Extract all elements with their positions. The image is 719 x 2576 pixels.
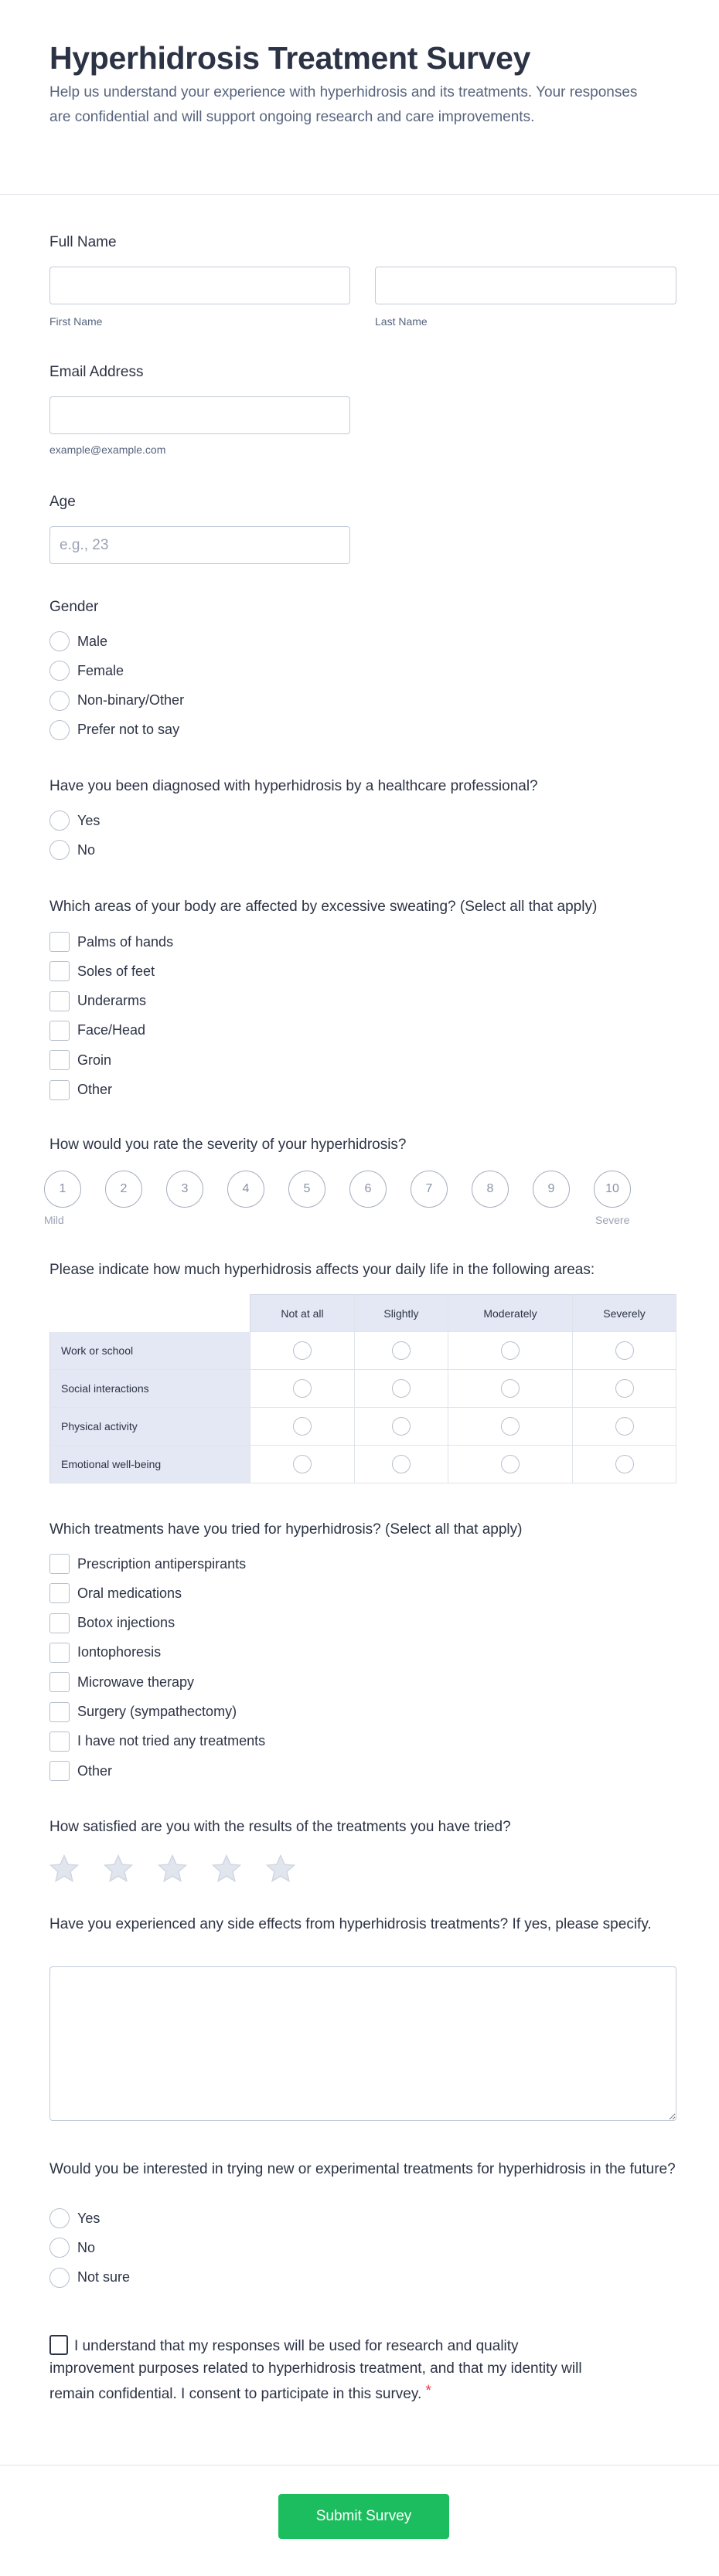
option-label: Oral medications xyxy=(77,1585,182,1601)
matrix-cell xyxy=(573,1446,676,1483)
checkbox[interactable] xyxy=(49,1613,70,1633)
checkbox[interactable] xyxy=(49,1731,70,1752)
checkbox[interactable] xyxy=(49,1080,70,1100)
treatments-option[interactable] xyxy=(49,1760,112,1782)
first-name-hint: First Name xyxy=(49,315,103,328)
last-name-hint: Last Name xyxy=(375,315,428,328)
radio-button[interactable] xyxy=(392,1341,411,1360)
first-name-input[interactable] xyxy=(49,267,350,304)
star-icon[interactable] xyxy=(210,1853,243,1885)
age-placeholder: e.g., 23 xyxy=(60,537,109,553)
checkbox[interactable] xyxy=(49,991,70,1011)
matrix-label: Please indicate how much hyperhidrosis affects your daily life in the following areas: xyxy=(49,1262,595,1278)
severity-option[interactable]: 6 xyxy=(349,1171,387,1208)
consent-text: I understand that my responses will be used for research and quality improvement purposes related to hyperhidrosis treatment, and that my identity will remain confidential. I consent to participate in this survey. xyxy=(49,2338,582,2402)
checkbox[interactable] xyxy=(49,961,70,981)
side-effects-textarea[interactable] xyxy=(49,1966,676,2121)
severity-min-label: Mild xyxy=(44,1214,64,1226)
radio-button[interactable] xyxy=(49,720,70,740)
treatments-option[interactable] xyxy=(49,1642,161,1664)
consent-field xyxy=(49,2335,583,2405)
radio-button[interactable] xyxy=(615,1341,634,1360)
severity-option[interactable]: 4 xyxy=(227,1171,264,1208)
matrix-row-label: Physical activity xyxy=(49,1408,250,1446)
diagnosed-option[interactable] xyxy=(49,839,95,861)
checkbox[interactable] xyxy=(49,1021,70,1041)
email-label: Email Address xyxy=(49,364,144,380)
radio-button[interactable] xyxy=(49,661,70,681)
matrix-cell xyxy=(573,1332,676,1370)
matrix-cell xyxy=(250,1370,355,1408)
areas-option[interactable] xyxy=(49,1020,145,1042)
radio-button[interactable] xyxy=(501,1341,520,1360)
radio-button[interactable] xyxy=(501,1417,520,1436)
treatments-option[interactable] xyxy=(49,1613,175,1634)
matrix-cell xyxy=(573,1408,676,1446)
radio-button[interactable] xyxy=(392,1455,411,1473)
matrix-row xyxy=(49,1446,676,1483)
severity-option[interactable]: 9 xyxy=(533,1171,570,1208)
matrix-cell xyxy=(573,1370,676,1408)
severity-option[interactable]: 8 xyxy=(472,1171,509,1208)
radio-button[interactable] xyxy=(615,1379,634,1398)
age-input[interactable] xyxy=(49,526,350,564)
matrix-cell xyxy=(448,1408,573,1446)
option-label: Other xyxy=(77,1762,113,1779)
email-input[interactable] xyxy=(49,396,350,434)
option-label: Female xyxy=(77,662,124,678)
severity-option[interactable]: 3 xyxy=(166,1171,203,1208)
option-label: Groin xyxy=(77,1052,112,1068)
matrix-row xyxy=(49,1370,676,1408)
option-label: Face/Head xyxy=(77,1022,146,1038)
areas-option[interactable] xyxy=(49,931,173,953)
diagnosed-option[interactable] xyxy=(49,810,100,831)
matrix-cell xyxy=(355,1332,448,1370)
treatments-option[interactable] xyxy=(49,1701,237,1723)
radio-button[interactable] xyxy=(49,691,70,711)
divider xyxy=(0,194,719,195)
radio-button[interactable] xyxy=(49,2268,70,2288)
matrix-cell xyxy=(355,1446,448,1483)
radio-button[interactable] xyxy=(49,2208,70,2228)
areas-option[interactable] xyxy=(49,960,155,982)
future-label: Would you be interested in trying new or experimental treatments for hyperhidrosis in the future? xyxy=(49,2161,676,2177)
radio-button[interactable] xyxy=(392,1417,411,1436)
option-label: Iontophoresis xyxy=(77,1644,162,1660)
matrix-cell xyxy=(250,1408,355,1446)
radio-button[interactable] xyxy=(293,1417,312,1436)
matrix-cell xyxy=(355,1370,448,1408)
email-hint: example@example.com xyxy=(49,443,166,456)
radio-button[interactable] xyxy=(501,1455,520,1473)
matrix-row xyxy=(49,1332,676,1370)
severity-option[interactable]: 10 xyxy=(594,1171,631,1208)
radio-button[interactable] xyxy=(293,1341,312,1360)
option-label: Non-binary/Other xyxy=(77,692,185,709)
areas-option[interactable] xyxy=(49,991,146,1012)
satisfaction-label: How satisfied are you with the results of the treatments you have tried? xyxy=(49,1819,511,1835)
radio-button[interactable] xyxy=(293,1379,312,1398)
radio-button[interactable] xyxy=(49,840,70,860)
side-effects-label: Have you experienced any side effects from hyperhidrosis treatments? If yes, please specify. xyxy=(49,1916,652,1932)
radio-button[interactable] xyxy=(293,1455,312,1473)
matrix-col-header: Severely xyxy=(573,1294,676,1332)
severity-label: How would you rate the severity of your hyperhidrosis? xyxy=(49,1137,407,1153)
option-label: Male xyxy=(77,633,108,649)
matrix-cell xyxy=(448,1332,573,1370)
treatments-option[interactable] xyxy=(49,1582,182,1604)
daily-life-matrix xyxy=(49,1294,676,1483)
star-icon[interactable] xyxy=(48,1853,80,1885)
severity-option[interactable]: 5 xyxy=(288,1171,325,1208)
checkbox[interactable] xyxy=(49,1761,70,1781)
matrix-cell xyxy=(448,1370,573,1408)
severity-option[interactable]: 7 xyxy=(411,1171,448,1208)
option-label: Prescription antiperspirants xyxy=(77,1555,247,1572)
full-name-label: Full Name xyxy=(49,234,117,250)
checkbox[interactable] xyxy=(49,932,70,952)
future-option[interactable] xyxy=(49,2267,130,2289)
option-label: I have not tried any treatments xyxy=(77,1733,266,1749)
radio-button[interactable] xyxy=(615,1455,634,1473)
treatments-option[interactable] xyxy=(49,1731,265,1752)
matrix-row-label: Social interactions xyxy=(49,1370,250,1408)
severity-option[interactable]: 2 xyxy=(105,1171,142,1208)
treatments-label: Which treatments have you tried for hyperhidrosis? (Select all that apply) xyxy=(49,1521,523,1538)
gender-option[interactable] xyxy=(49,660,124,681)
last-name-input[interactable] xyxy=(375,267,676,304)
option-label: Microwave therapy xyxy=(77,1674,195,1690)
option-label: Not sure xyxy=(77,2269,131,2285)
star-icon[interactable] xyxy=(102,1853,135,1885)
radio-button[interactable] xyxy=(615,1417,634,1436)
matrix-cell xyxy=(250,1332,355,1370)
areas-option[interactable] xyxy=(49,1049,111,1071)
areas-option[interactable] xyxy=(49,1079,112,1101)
option-label: No xyxy=(77,841,96,858)
submit-button[interactable]: Submit Survey xyxy=(278,2494,449,2539)
matrix-cell xyxy=(448,1446,573,1483)
checkbox[interactable] xyxy=(49,1554,70,1574)
gender-option[interactable] xyxy=(49,630,107,652)
option-label: Yes xyxy=(77,812,101,828)
areas-label: Which areas of your body are affected by excessive sweating? (Select all that apply) xyxy=(49,899,598,915)
option-label: Botox injections xyxy=(77,1615,175,1631)
option-label: Other xyxy=(77,1082,113,1097)
matrix-row-label: Emotional well-being xyxy=(49,1446,250,1483)
option-label: Prefer not to say xyxy=(77,722,180,738)
radio-button[interactable] xyxy=(501,1379,520,1398)
matrix-corner xyxy=(49,1294,250,1332)
page-title: Hyperhidrosis Treatment Survey xyxy=(49,40,531,76)
checkbox[interactable] xyxy=(49,1672,70,1692)
radio-button[interactable] xyxy=(49,2238,70,2258)
severity-max-label: Severe xyxy=(595,1214,630,1226)
divider xyxy=(0,2465,719,2466)
matrix-col-header: Not at all xyxy=(250,1294,355,1332)
required-mark: * xyxy=(425,2383,431,2399)
option-label: Surgery (sympathectomy) xyxy=(77,1704,237,1719)
option-label: No xyxy=(77,2239,96,2255)
gender-label: Gender xyxy=(49,599,99,615)
radio-button[interactable] xyxy=(49,631,70,651)
future-option[interactable] xyxy=(49,2237,95,2258)
checkbox[interactable] xyxy=(49,1643,70,1663)
radio-button[interactable] xyxy=(49,811,70,831)
gender-option[interactable] xyxy=(49,690,184,712)
severity-option[interactable]: 1 xyxy=(44,1171,81,1208)
treatments-option[interactable] xyxy=(49,1553,246,1575)
age-label: Age xyxy=(49,494,76,510)
matrix-col-header: Moderately xyxy=(448,1294,573,1332)
option-label: Yes xyxy=(77,2210,101,2226)
matrix-row xyxy=(49,1408,676,1446)
option-label: Underarms xyxy=(77,993,147,1009)
consent-checkbox[interactable] xyxy=(49,2335,68,2355)
star-icon[interactable] xyxy=(264,1853,297,1885)
option-label: Palms of hands xyxy=(77,933,174,950)
matrix-row-label: Work or school xyxy=(49,1332,250,1370)
matrix-cell xyxy=(355,1408,448,1446)
matrix-cell xyxy=(250,1446,355,1483)
page-subtitle: Help us understand your experience with hyperhidrosis and its treatments. Your responses are confidential and will support ongoing research and care improvements. xyxy=(49,84,638,125)
option-label: Soles of feet xyxy=(77,963,155,979)
treatments-option[interactable] xyxy=(49,1671,194,1693)
checkbox[interactable] xyxy=(49,1583,70,1603)
radio-button[interactable] xyxy=(392,1379,411,1398)
future-option[interactable] xyxy=(49,2207,100,2229)
checkbox[interactable] xyxy=(49,1702,70,1722)
star-icon[interactable] xyxy=(156,1853,189,1885)
matrix-col-header: Slightly xyxy=(355,1294,448,1332)
gender-option[interactable] xyxy=(49,719,179,741)
diagnosed-label: Have you been diagnosed with hyperhidrosis by a healthcare professional? xyxy=(49,778,538,794)
checkbox[interactable] xyxy=(49,1050,70,1070)
